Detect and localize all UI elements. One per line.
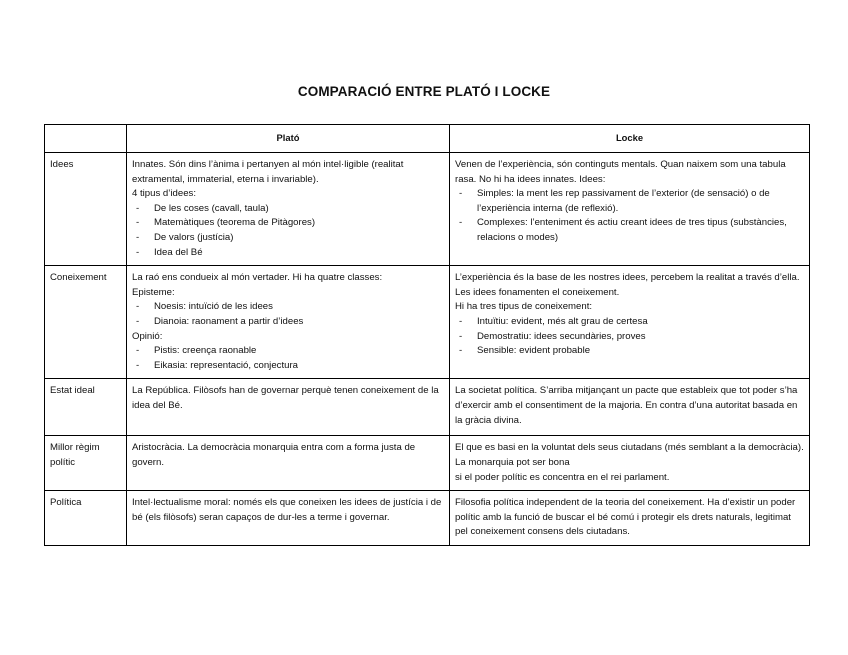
cell-plato-coneixement xyxy=(127,266,450,379)
cell-plato-idees xyxy=(127,153,450,266)
locke-coneixement-types: Hi ha tres tipus de coneixement: xyxy=(455,301,593,313)
list-item: - Pistis: creença raonable xyxy=(132,344,444,359)
locke-idees-intro: Venen de l’experiència, són continguts mentals. Quan naixem som una tabula rasa. No hi ha idees innates. Idees: xyxy=(455,159,786,185)
list-item: - De les coses (cavall, taula) xyxy=(132,202,444,217)
list-item: - Intuïtiu: evident, més alt grau de certesa xyxy=(455,315,804,330)
cell-locke-millor-regim xyxy=(450,436,810,491)
header-locke: Locke xyxy=(450,125,810,153)
locke-coneixement-list xyxy=(455,315,804,359)
list-item: - Dianoia: raonament a partir d’idees xyxy=(132,315,444,330)
page-title: COMPARACIÓ ENTRE PLATÓ I LOCKE xyxy=(297,84,551,99)
row-label-politica: Política xyxy=(45,491,127,546)
plato-coneixement-intro: La raó ens condueix al món vertader. Hi ha quatre classes: xyxy=(132,272,383,284)
list-item: - Sensible: evident probable xyxy=(455,344,804,359)
locke-idees-list xyxy=(455,187,804,245)
row-label-coneixement: Coneixement xyxy=(45,266,127,379)
table-row-politica xyxy=(45,491,810,546)
cell-locke-estat-ideal: La societat política. S’arriba mitjançant un pacte que estableix que tot poder s’ha d’exercir amb el consentiment de la majoria. En contra d’una autoritat basada en la gràcia divina. xyxy=(450,379,810,436)
cell-plato-estat-ideal: La República. Filòsofs han de governar perquè tenen coneixement de la idea del Bé. xyxy=(127,379,450,436)
table-row-idees xyxy=(45,153,810,266)
row-label-idees: Idees xyxy=(45,153,127,266)
list-item: - Demostratiu: idees secundàries, proves xyxy=(455,330,804,345)
locke-coneixement-intro: L’experiència és la base de les nostres idees, percebem la realitat a través d’ella. Les idees fonamenten el coneixement. xyxy=(455,272,800,298)
list-item: - Simples: la ment les rep passivament de l’exterior (de sensació) o de l’experiència interna (de reflexió). xyxy=(455,187,804,216)
table-row-coneixement xyxy=(45,266,810,379)
row-label-millor-regim: Millor règim polític xyxy=(45,436,127,491)
plato-idees-types: 4 tipus d’idees: xyxy=(132,188,196,200)
locke-millor-p1: El que es basi en la voluntat dels seus ciutadans (més semblant a la democràcia). La monarquia pot ser bona xyxy=(455,442,804,468)
cell-locke-coneixement xyxy=(450,266,810,379)
list-item: - De valors (justícia) xyxy=(132,231,444,246)
header-plato: Plató xyxy=(127,125,450,153)
list-item: - Eikasia: representació, conjectura xyxy=(132,359,444,374)
cell-plato-millor-regim: Aristocràcia. La democràcia monarquia entra com a forma justa de govern. xyxy=(127,436,450,491)
plato-idees-intro: Innates. Són dins l’ànima i pertanyen al món intel·ligible (realitat extramental, immaterial, eterna i invariable). xyxy=(132,159,404,185)
list-item: - Noesis: intuïció de les idees xyxy=(132,300,444,315)
plato-opinio-label: Opinió: xyxy=(132,330,163,342)
table-header-row xyxy=(45,125,810,153)
table-row-millor-regim xyxy=(45,436,810,491)
comparison-table xyxy=(44,124,810,546)
list-item: - Complexes: l’enteniment és actiu creant idees de tres tipus (substàncies, relacions o modes) xyxy=(455,216,804,245)
row-label-estat-ideal: Estat ideal xyxy=(45,379,127,436)
header-empty-cell xyxy=(45,125,127,153)
cell-locke-politica: Filosofia política independent de la teoria del coneixement. Ha d’existir un poder polític amb la funció de buscar el bé comú i protegir els drets naturals, legitimat pel coneixement consens dels ciutadans. xyxy=(450,491,810,546)
list-item: - Idea del Bé xyxy=(132,246,444,261)
plato-idees-list xyxy=(132,202,444,260)
list-item: - Matemàtiques (teorema de Pitàgores) xyxy=(132,216,444,231)
cell-locke-idees xyxy=(450,153,810,266)
plato-episteme-label: Episteme: xyxy=(132,286,175,298)
locke-millor-p2: si el poder polític es concentra en el rei parlament. xyxy=(455,471,670,483)
plato-opinio-list xyxy=(132,344,444,373)
plato-episteme-list xyxy=(132,300,444,329)
cell-plato-politica: Intel·lectualisme moral: només els que coneixen les idees de justícia i de bé (els filòsofs) seran capaços de dur-les a terme i governar. xyxy=(127,491,450,546)
table-row-estat-ideal xyxy=(45,379,810,436)
